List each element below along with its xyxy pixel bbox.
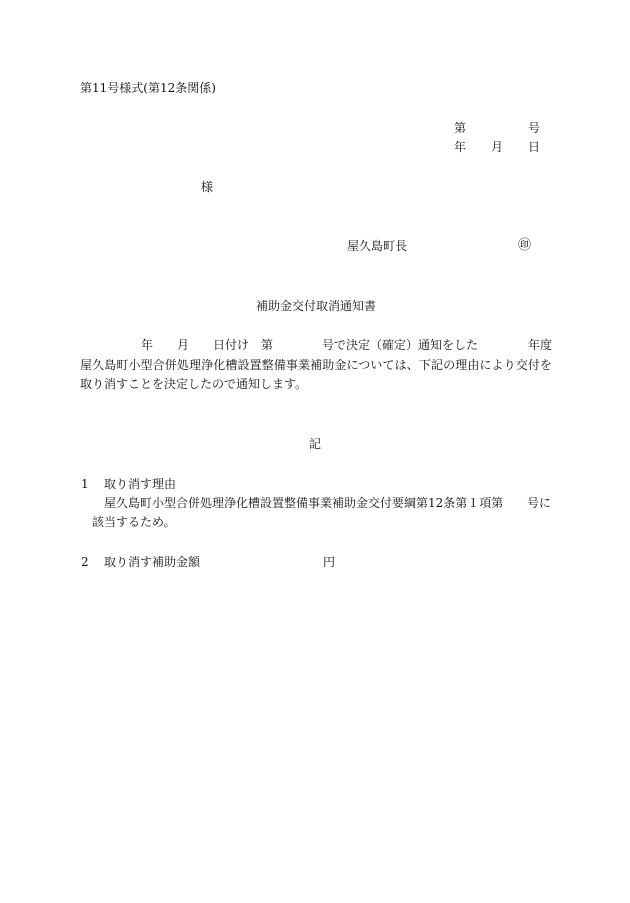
- date-day: 日: [528, 140, 541, 154]
- date-year: 年: [454, 140, 467, 154]
- body-dai: 第: [261, 338, 274, 352]
- item-2-unit: 円: [323, 555, 336, 569]
- document-number-go: 号: [528, 121, 541, 135]
- body-fiscal-year: 年度: [528, 338, 553, 352]
- item-1-detail-main: 屋久島町小型合併処理浄化槽設置整備事業補助金交付要綱第12条第１項第: [104, 496, 504, 510]
- form-label: 第11号様式(第12条関係): [80, 81, 216, 95]
- document-number-dai: 第: [454, 121, 467, 135]
- addressee-suffix: 様: [201, 180, 214, 194]
- body-year: 年: [141, 338, 154, 352]
- date-month: 月: [491, 140, 504, 154]
- seal-mark: ㊞: [518, 238, 532, 253]
- body-line-2: 屋久島町小型合併処理浄化槽設置整備事業補助金については、下記の理由により交付を: [80, 359, 552, 371]
- body-line-3: 取り消すことを決定したので通知します。: [80, 377, 308, 391]
- issuer-name: 屋久島町長: [347, 239, 408, 253]
- item-2-label: 取り消す補助金額: [104, 555, 201, 569]
- item-1-label: 取り消す理由: [104, 477, 177, 491]
- item-1-detail-end: 号に: [527, 496, 552, 510]
- document-title: 補助金交付取消通知書: [256, 299, 377, 313]
- ki-heading: 記: [309, 437, 322, 451]
- item-1-number: 1: [81, 477, 89, 491]
- item-1-detail-line-2: 該当するため。: [92, 515, 176, 529]
- body-decision: 号で決定（確定）通知をした: [322, 338, 479, 352]
- body-month: 月: [177, 338, 190, 352]
- item-2-number: 2: [81, 555, 89, 569]
- body-date-attached: 日付け: [213, 338, 250, 352]
